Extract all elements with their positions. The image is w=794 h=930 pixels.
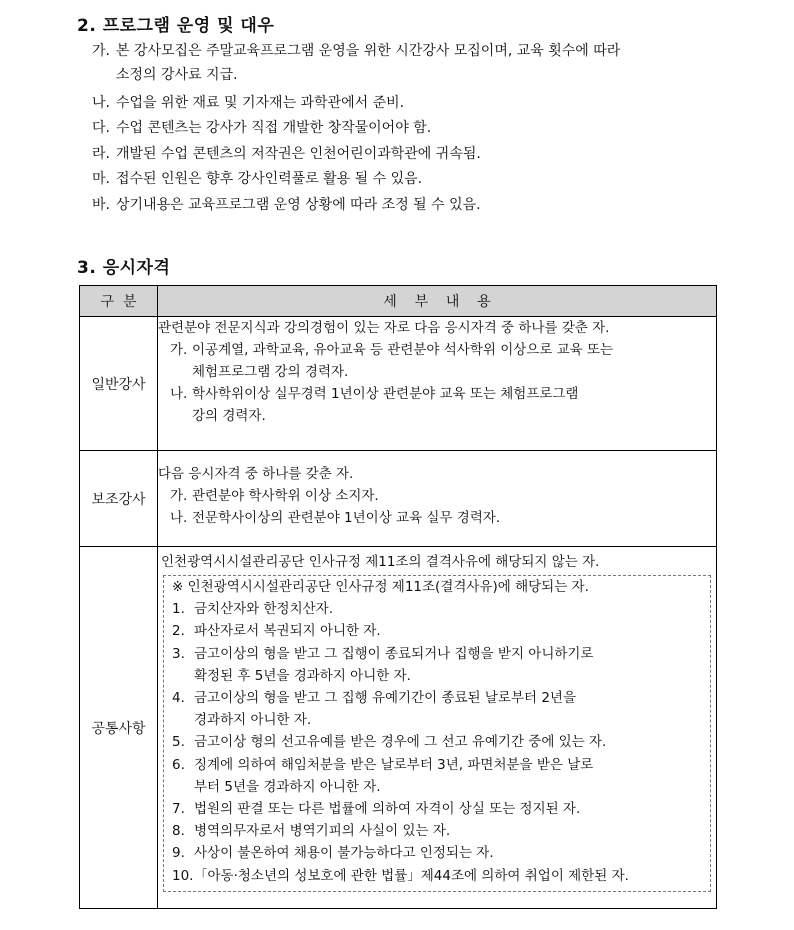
section-2-item-ra bbox=[92, 142, 481, 166]
row-content-common bbox=[158, 547, 717, 909]
header-details: 세 부 내 용 bbox=[158, 286, 717, 317]
disqualification-title: ※ 인천광역시시설관리공단 인사규정 제11조(결격사유)에 해당되는 자. bbox=[172, 579, 589, 595]
section-2-item-ba bbox=[92, 193, 481, 217]
item-marker: 다. bbox=[92, 120, 110, 136]
item-marker: 바. bbox=[92, 197, 110, 213]
disqualification-item: 5. 금고이상 형의 선고유예를 받은 경우에 그 선고 유예기간 중에 있는 자. bbox=[172, 734, 607, 751]
disqualification-item: 10.「아동·청소년의 성보호에 관한 법률」제44조에 의하여 취업이 제한된 자. bbox=[172, 867, 629, 884]
disqualification-item-cont: 확정된 후 5년을 경과하지 아니한 자. bbox=[194, 667, 411, 684]
item-text: 수업 콘텐츠는 강사가 직접 개발한 창작물이어야 함. bbox=[116, 120, 432, 136]
item-marker: 가. bbox=[92, 43, 110, 59]
row-label-common: 공통사항 bbox=[80, 547, 158, 909]
section-2-item-ma bbox=[92, 167, 422, 191]
disqualification-item: 3. 금고이상의 형을 받고 그 집행이 종료되거나 집행을 받지 아니하기로 bbox=[172, 645, 594, 662]
general-item-na-cont: 강의 경력자. bbox=[192, 408, 266, 424]
section-2-title: 2. 프로그램 운영 및 대우 bbox=[77, 16, 275, 36]
disqualification-item: 9. 사상이 불온하여 채용이 불가능하다고 인정되는 자. bbox=[172, 845, 494, 862]
item-text: 개발된 수업 콘텐츠의 저작권은 인천어린이과학관에 귀속됨. bbox=[116, 146, 481, 162]
table-header-row bbox=[80, 286, 717, 317]
table-row-assistant bbox=[80, 451, 717, 547]
qualification-table bbox=[79, 285, 717, 909]
item-text: 본 강사모집은 주말교육프로그램 운영을 위한 시간강사 모집이며, 교육 횟수에 따라 bbox=[116, 43, 621, 59]
general-item-na: 나. 학사학위이상 실무경력 1년이상 관련분야 교육 또는 체험프로그램 bbox=[170, 386, 579, 402]
row-label-assistant: 보조강사 bbox=[80, 451, 158, 547]
header-category: 구 분 bbox=[80, 286, 158, 317]
general-item-ga: 가. 이공계열, 과학교육, 유아교육 등 관련분야 석사학위 이상으로 교육 또는 bbox=[170, 342, 614, 358]
assistant-intro: 다음 응시자격 중 하나를 갖춘 자. bbox=[158, 466, 354, 482]
disqualification-item-cont: 경과하지 아니한 자. bbox=[194, 712, 312, 729]
disqualification-item: 8. 병역의무자로서 병역기피의 사실이 있는 자. bbox=[172, 823, 451, 840]
item-text: 수업을 위한 재료 및 기자재는 과학관에서 준비. bbox=[116, 95, 405, 111]
disqualification-item: 4. 금고이상의 형을 받고 그 집행 유예기간이 종료된 날로부터 2년을 bbox=[172, 690, 576, 707]
disqualification-box bbox=[163, 575, 711, 892]
disqualification-item: 6. 징계에 의하여 해임처분을 받은 날로부터 3년, 파면처분을 받은 날로 bbox=[172, 756, 594, 773]
assistant-item-ga: 가. 관련분야 학사학위 이상 소지자. bbox=[170, 488, 379, 504]
item-marker: 라. bbox=[92, 146, 110, 162]
general-item-ga-cont: 체험프로그램 강의 경력자. bbox=[192, 364, 349, 380]
table-row-general bbox=[80, 317, 717, 451]
row-content-general bbox=[158, 317, 717, 451]
disqualification-item: 7. 법원의 판결 또는 다른 법률에 의하여 자격이 상실 또는 정지된 자. bbox=[172, 801, 581, 818]
common-intro: 인천광역시시설관리공단 인사규정 제11조의 결격사유에 해당되지 않는 자. bbox=[161, 554, 600, 570]
row-content-assistant bbox=[158, 451, 717, 547]
item-text-continued: 소정의 강사료 지급. bbox=[116, 67, 238, 83]
disqualification-item: 1. 금치산자와 한정치산자. bbox=[172, 601, 333, 618]
general-intro: 관련분야 전문지식과 강의경험이 있는 자로 다음 응시자격 중 하나를 갖춘 자. bbox=[158, 320, 610, 336]
section-3-title: 3. 응시자격 bbox=[77, 258, 171, 278]
section-2-item-na bbox=[92, 91, 404, 115]
table-row-common bbox=[80, 547, 717, 909]
section-2-item-da bbox=[92, 116, 431, 140]
item-text: 상기내용은 교육프로그램 운영 상황에 따라 조정 될 수 있음. bbox=[116, 197, 481, 213]
assistant-item-na: 나. 전문학사이상의 관련분야 1년이상 교육 실무 경력자. bbox=[170, 510, 501, 526]
section-2-item-ga bbox=[92, 39, 620, 87]
item-marker: 마. bbox=[92, 171, 110, 187]
disqualification-item: 2. 파산자로서 복권되지 아니한 자. bbox=[172, 623, 381, 640]
disqualification-item-cont: 부터 5년을 경과하지 아니한 자. bbox=[194, 778, 381, 795]
item-text: 접수된 인원은 향후 강사인력풀로 활용 될 수 있음. bbox=[116, 171, 423, 187]
row-label-general: 일반강사 bbox=[80, 317, 158, 451]
item-marker: 나. bbox=[92, 95, 110, 111]
